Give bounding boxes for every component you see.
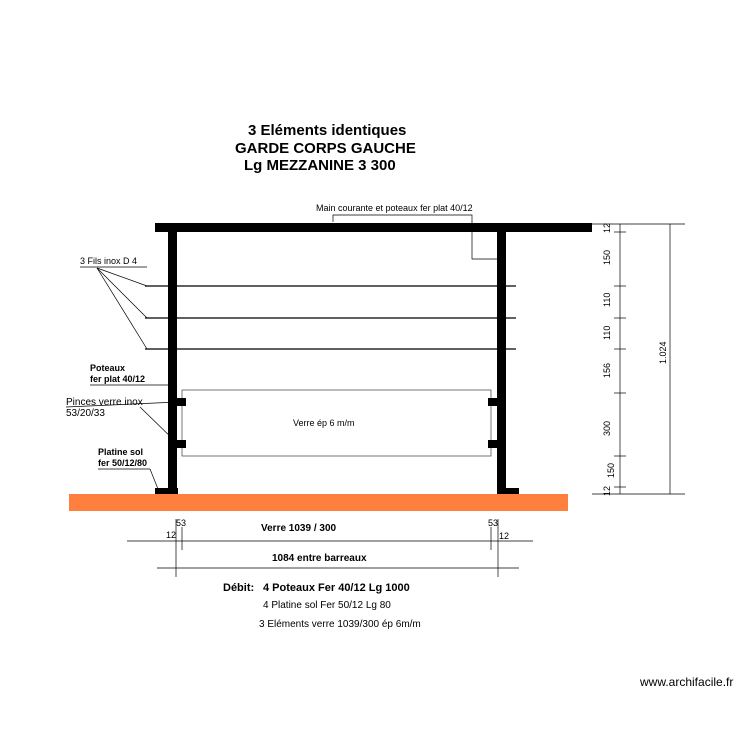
- watermark: www.archifacile.fr: [640, 675, 734, 689]
- vdim-12-bottom: 12: [602, 485, 612, 496]
- vdim-300: 300: [602, 420, 612, 436]
- clamps-label-2: 53/20/33: [66, 408, 105, 419]
- title-line-1: 3 Eléments identiques: [248, 122, 407, 139]
- hdim-right-53: 53: [488, 518, 499, 528]
- base-label-2: fer 50/12/80: [98, 458, 148, 468]
- wires-leader-3: [97, 268, 147, 349]
- debit-line-3: 3 Eléments verre 1039/300 ép 6m/m: [259, 619, 421, 630]
- wires-leader-1: [97, 268, 147, 286]
- vdim-12-top: 12: [602, 222, 612, 233]
- hdim-right-12: 12: [499, 531, 510, 541]
- glass-label: Verre ép 6 m/m: [293, 418, 355, 428]
- handrail: [155, 223, 592, 232]
- hdim-glass-label: Verre 1039 / 300: [261, 523, 337, 534]
- clamps-label-1: Pinces verre inox: [66, 397, 143, 408]
- debit-label: Débit:: [223, 582, 255, 594]
- title-line-3: Lg MEZZANINE 3 300: [244, 157, 396, 174]
- vdim-110-a: 110: [602, 292, 612, 307]
- debit-line-2: 4 Platine sol Fer 50/12 Lg 80: [263, 600, 391, 611]
- wires-label: 3 Fils inox D 4: [80, 256, 138, 266]
- hdim-left-53: 53: [176, 518, 187, 528]
- vdim-110-b: 110: [602, 325, 612, 340]
- clamp-right-bottom: [488, 440, 497, 448]
- vdim-150: 150: [602, 249, 612, 265]
- hdim-between-label: 1084 entre barreaux: [272, 553, 367, 564]
- posts-label-1: Poteaux: [90, 363, 126, 373]
- vdim-150-bottom: 150: [606, 462, 616, 478]
- base-leader: [150, 469, 158, 489]
- clamp-left-top: [177, 398, 186, 406]
- post-left: [168, 225, 177, 494]
- clamp-right-top: [488, 398, 497, 406]
- vdim-156: 156: [602, 362, 612, 378]
- floor-slab: [69, 494, 568, 511]
- handrail-label: Main courante et poteaux fer plat 40/12: [316, 203, 473, 213]
- hdim-left-12: 12: [166, 530, 177, 540]
- title-line-2: GARDE CORPS GAUCHE: [235, 140, 416, 157]
- base-label-1: Platine sol: [98, 447, 144, 457]
- handrail-leader: [333, 215, 501, 259]
- clamp-left-bottom: [177, 440, 186, 448]
- vdim-total: 1.024: [658, 341, 668, 364]
- debit-line-1: 4 Poteaux Fer 40/12 Lg 1000: [263, 582, 410, 594]
- posts-label-2: fer plat 40/12: [90, 374, 146, 384]
- post-right: [497, 225, 506, 494]
- wires-leader-2: [97, 268, 147, 318]
